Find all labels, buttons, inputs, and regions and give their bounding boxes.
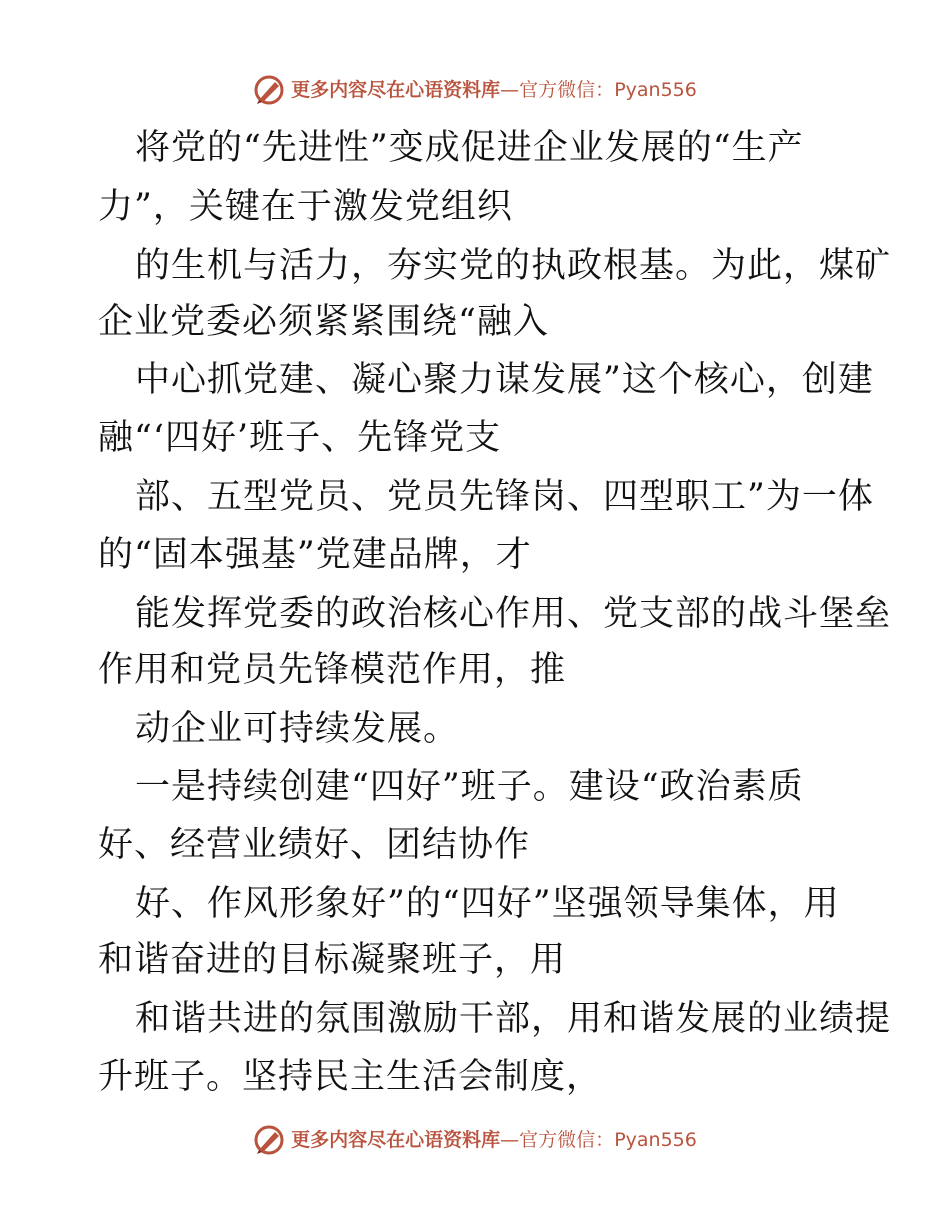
text-line: 能发挥党委的政治核心作用、党支部的战斗堡垒 (135, 594, 892, 634)
watermark-tail: —官方微信： (500, 1128, 615, 1151)
text-line: 将党的“先进性”变成促进企业发展的“生产 (135, 128, 804, 168)
text-line: 企业党委必须紧紧围绕“融入 (98, 302, 549, 342)
watermark-tail: —官方微信： (500, 78, 615, 101)
watermark-lead: 更多内容尽在心语资料库 (291, 1128, 501, 1151)
watermark-id: Pyan556 (614, 78, 697, 101)
text-line: 和谐共进的氛围激励干部，用和谐发展的业绩提 (135, 999, 892, 1039)
text-line: 部、五型党员、党员先锋岗、四型职工”为一体 (135, 477, 874, 517)
text-line: 的生机与活力，夯实党的执政根基。为此，煤矿 (135, 246, 892, 286)
watermark-id: Pyan556 (614, 1128, 697, 1151)
text-line: 好、经营业绩好、团结协作 (98, 825, 531, 865)
watermark-lead: 更多内容尽在心语资料库 (291, 78, 501, 101)
text-line: 一是持续创建“四好”班子。建设“政治素质 (135, 767, 804, 807)
text-line: 好、作风形象好”的“四好”坚强领导集体，用 (135, 884, 840, 924)
text-line: 动企业可持续发展。 (135, 709, 460, 749)
footer-watermark (0, 1120, 950, 1160)
text-line: 中心抓党建、凝心聚力谋发展”这个核心，创建 (135, 360, 874, 400)
watermark-text (291, 1128, 697, 1151)
text-line: 升班子。坚持民主生活会制度， (98, 1057, 603, 1097)
text-line: 融“‘四好’班子、先锋党支 (98, 418, 502, 458)
text-line: 力”，关键在于激发党组织 (98, 187, 513, 227)
text-line: 的“固本强基”党建品牌，才 (98, 535, 532, 575)
text-line: 作用和党员先锋模范作用，推 (98, 650, 567, 690)
text-line: 和谐奋进的目标凝聚班子，用 (98, 940, 567, 980)
pen-logo-icon (253, 1124, 285, 1156)
